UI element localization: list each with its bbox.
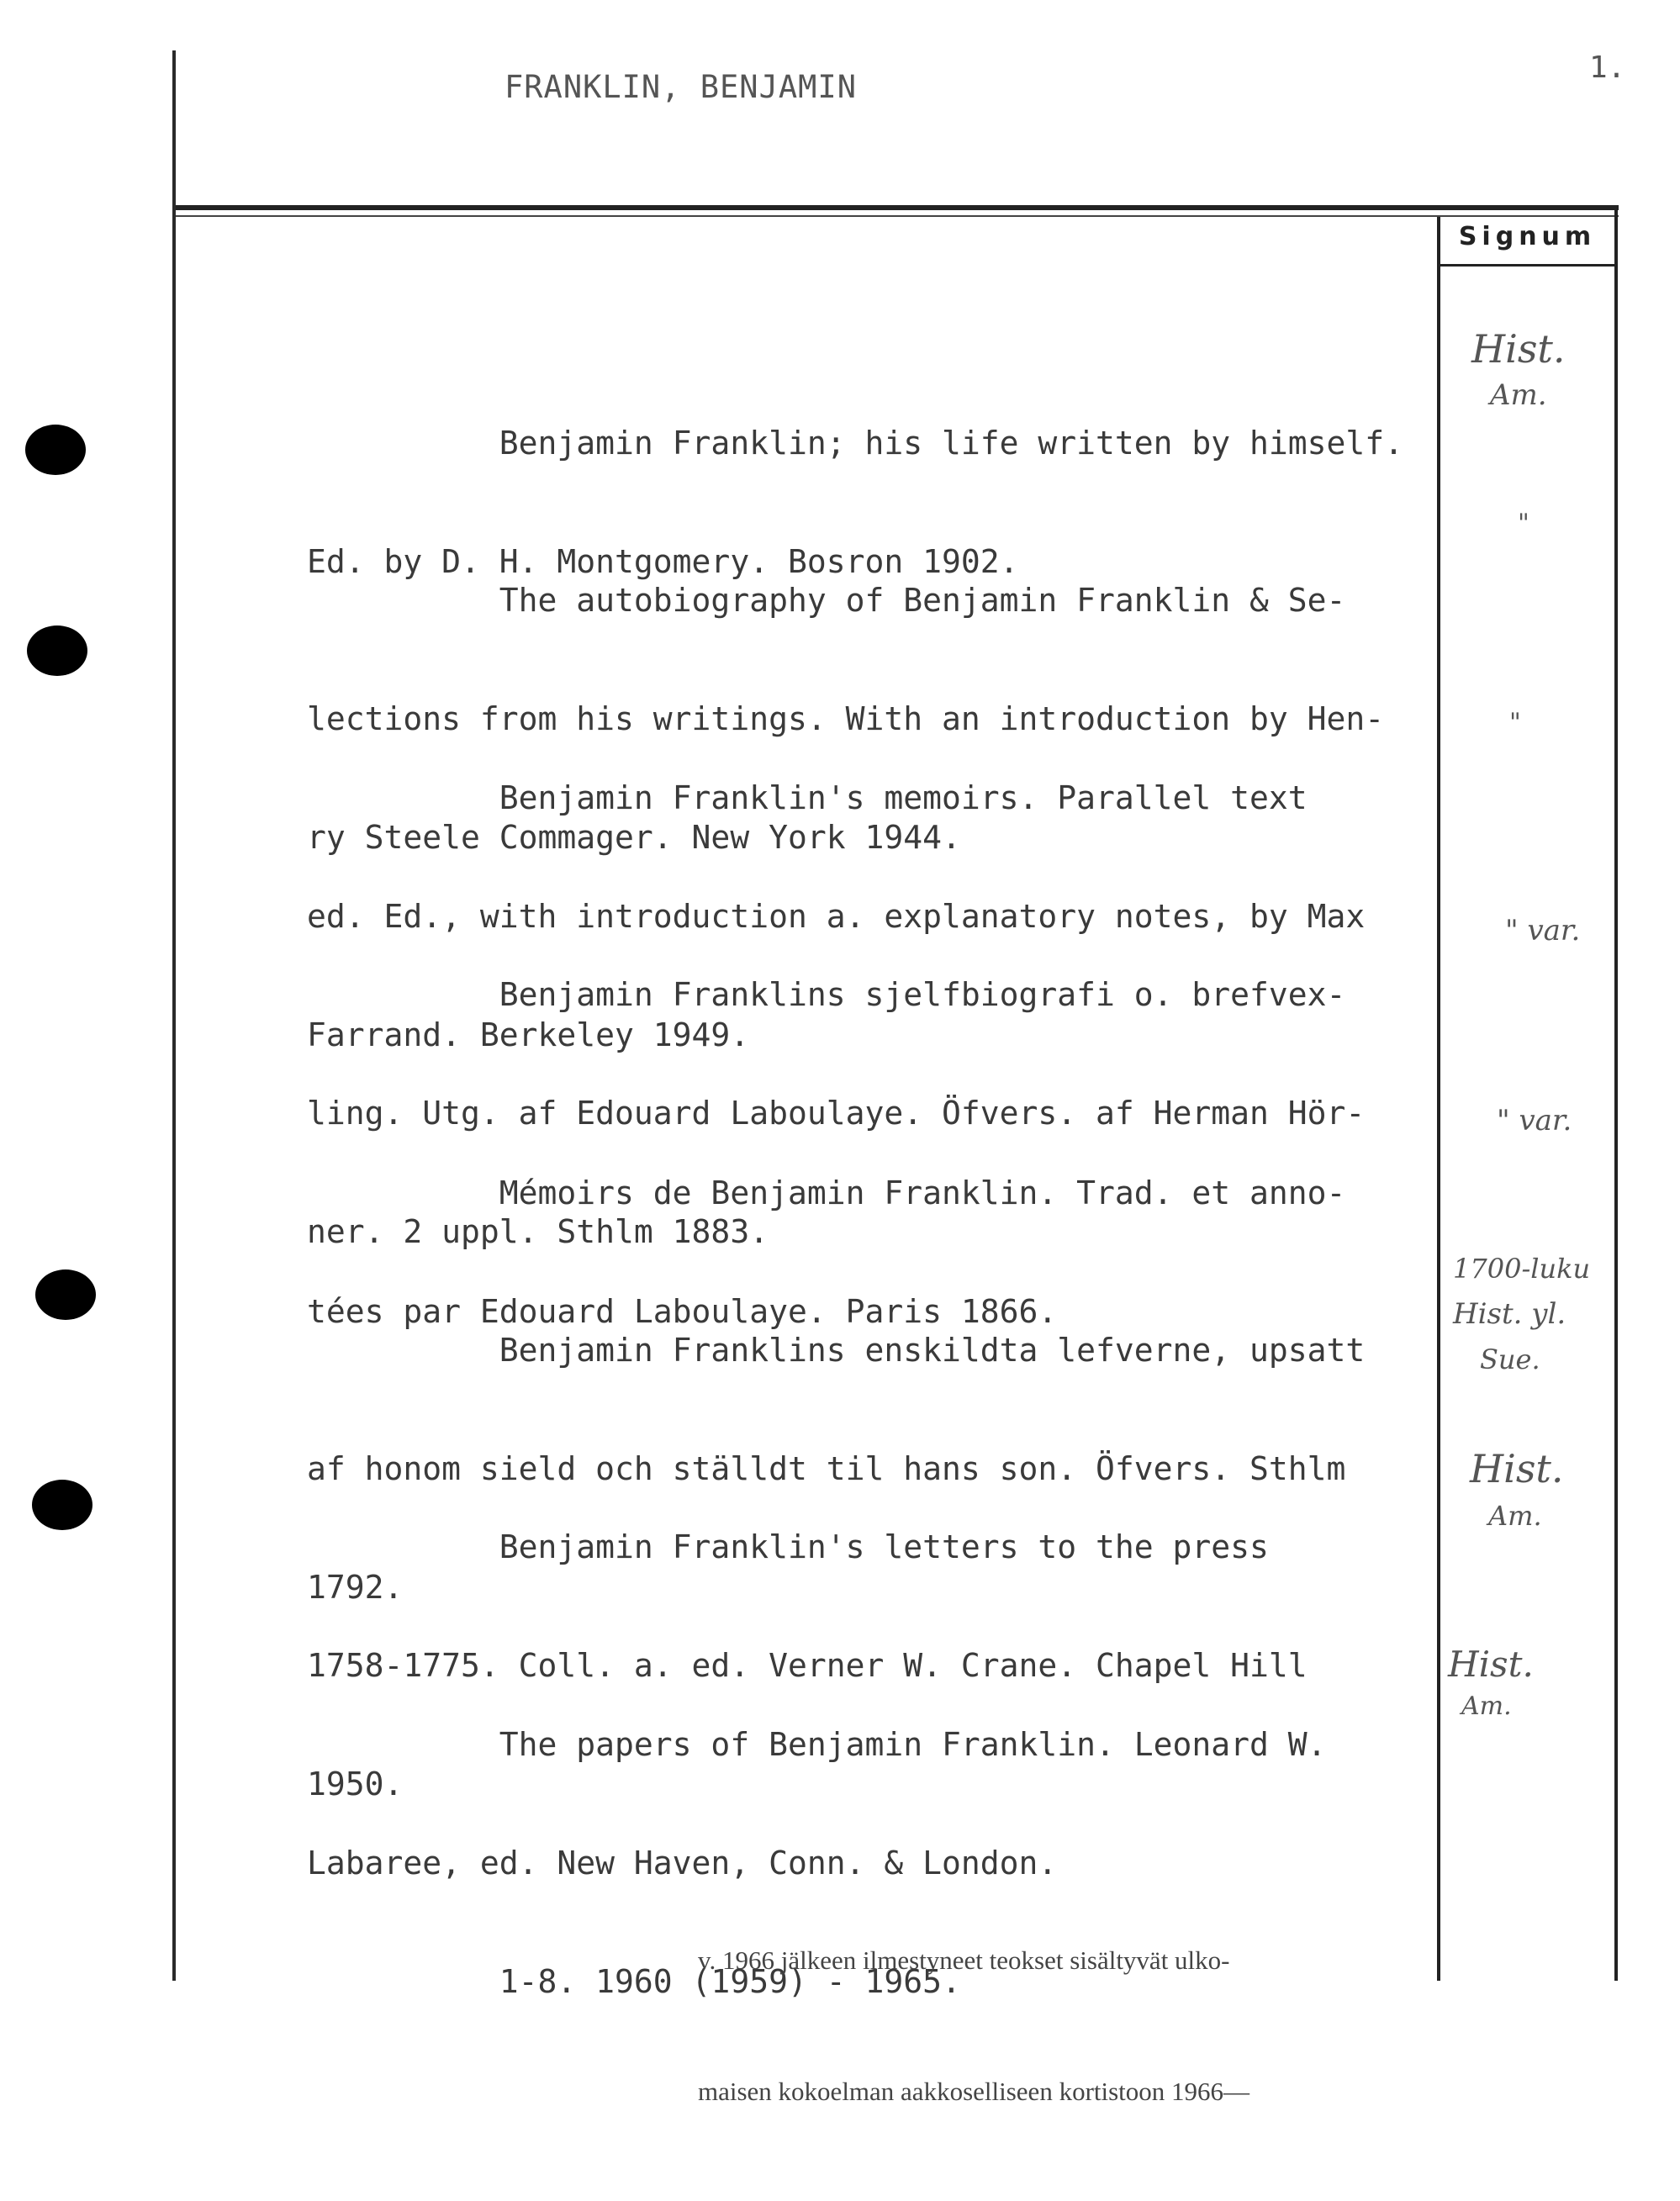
header-divider-thin (176, 215, 1619, 217)
signum-note: " (1518, 509, 1529, 538)
page-number: 1. (1589, 50, 1626, 85)
signum-header-rule (1437, 264, 1618, 267)
punch-hole (35, 1269, 96, 1320)
signum-note: " var. (1497, 1104, 1572, 1137)
entry-line: Benjamin Franklin's letters to the press (307, 1528, 1269, 1565)
entry-line: 1-8. 1960 (1959) - 1965. (307, 1963, 961, 2000)
entry-line: 1950. (307, 1766, 404, 1802)
left-margin-rule (172, 50, 176, 1981)
punch-hole (27, 625, 87, 676)
signum-note: Sue. (1480, 1343, 1540, 1375)
punch-hole (25, 425, 86, 475)
entry-line: The papers of Benjamin Franklin. Leonard W. (307, 1726, 1327, 1763)
entry-line: Benjamin Franklins sjelfbiografi o. brefvex- (307, 976, 1346, 1013)
stamp-line: maisen kokoelman aakkoselliseen kortistoon 1966— (698, 2077, 1250, 2106)
signum-note: Hist. yl. (1453, 1297, 1566, 1331)
entry-line: Benjamin Franklin's memoirs. Parallel text (307, 779, 1308, 816)
entry-line: af honom sield och ställdt til hans son. Öfvers. Sthlm (307, 1450, 1346, 1487)
entry-line: 1792. (307, 1569, 404, 1606)
signum-heading: Signum (1458, 222, 1597, 251)
signum-note: 1700-luku (1453, 1253, 1591, 1285)
punch-hole (32, 1480, 92, 1530)
card-heading: FRANKLIN, BENJAMIN (505, 69, 857, 105)
header-divider (176, 205, 1619, 210)
entry-line: ling. Utg. af Edouard Laboulaye. Öfvers. af Herman Hör- (307, 1095, 1366, 1132)
signum-note: Am. (1488, 1500, 1542, 1532)
entry-line: 1758-1775. Coll. a. ed. Verner W. Crane. Chapel Hill (307, 1647, 1308, 1684)
signum-note: Hist. (1471, 326, 1566, 372)
signum-note: Am. (1490, 378, 1547, 412)
library-stamp (698, 1851, 1249, 2201)
signum-note: " (1509, 708, 1521, 737)
stamp-line: v. 1966 jälkeen ilmestyneet teokset sisältyvät ulko- (698, 1945, 1230, 1975)
entry-line: Mémoirs de Benjamin Franklin. Trad. et anno- (307, 1174, 1346, 1211)
entry-line: tées par Edouard Laboulaye. Paris 1866. (307, 1293, 1058, 1330)
entry-line: The autobiography of Benjamin Franklin & Se- (307, 582, 1346, 619)
entry-line: ner. 2 uppl. Sthlm 1883. (307, 1213, 769, 1250)
signum-note: Hist. (1448, 1644, 1534, 1685)
entry-line: ed. Ed., with introduction a. explanatory notes, by Max (307, 898, 1366, 935)
entry-line: Benjamin Franklin; his life written by himself. (307, 425, 1404, 462)
signum-column-right-rule (1614, 208, 1618, 1981)
signum-note: Hist. (1470, 1446, 1564, 1491)
entry-line: Ed. by D. H. Montgomery. Bosron 1902. (307, 543, 1019, 580)
entry-line: Labaree, ed. New Haven, Conn. & London. (307, 1845, 1058, 1882)
entry-line: Farrand. Berkeley 1949. (307, 1016, 750, 1053)
entry-line: ry Steele Commager. New York 1944. (307, 819, 961, 856)
entry-line: lections from his writings. With an introduction by Hen- (307, 700, 1385, 737)
signum-note: Am. (1461, 1692, 1512, 1721)
signum-column-left-rule (1437, 217, 1440, 1981)
entry-line: Benjamin Franklins enskildta lefverne, upsatt (307, 1332, 1366, 1369)
signum-note: " var. (1505, 914, 1581, 947)
